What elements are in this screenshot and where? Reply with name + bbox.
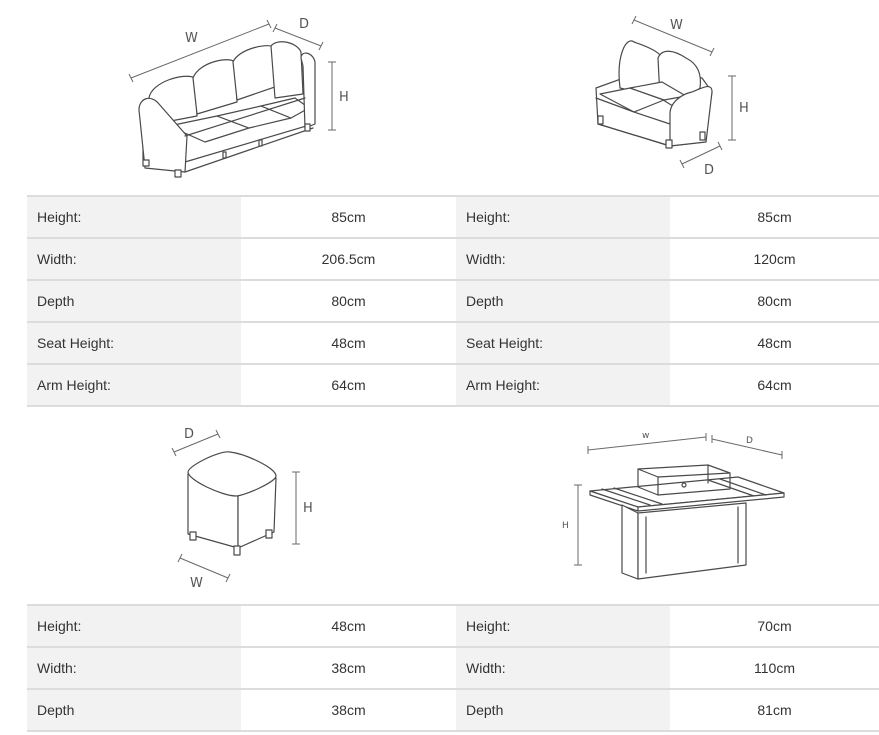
sofa-spec-label: Arm Height: [27, 364, 241, 406]
sofa-height-label: H [339, 90, 349, 105]
table-row [27, 647, 879, 689]
sofa-spec-label: Seat Height: [27, 322, 241, 364]
sofa-spec-label: Width: [27, 238, 241, 280]
firepit-table-spec-value: 110cm [670, 647, 879, 689]
sofa-width-label: W [185, 31, 198, 46]
loveseat-width-label: W [670, 18, 683, 33]
table-row [27, 322, 879, 364]
table-row [27, 364, 879, 406]
loveseat-diagram [590, 12, 760, 182]
ottoman-spec-value: 38cm [241, 689, 456, 731]
firepit-table-spec-value: 81cm [670, 689, 879, 731]
loveseat-spec-value: 120cm [670, 238, 879, 280]
firepit-table-spec-label: Depth [456, 689, 670, 731]
table-row [27, 605, 879, 647]
loveseat-spec-value: 64cm [670, 364, 879, 406]
ottoman-depth-label: D [184, 427, 195, 442]
sofa-diagram [125, 12, 365, 182]
loveseat-depth-label: D [704, 163, 715, 178]
ottoman-spec-label: Width: [27, 647, 241, 689]
spec-table-top [27, 195, 879, 407]
ottoman-height-label: H [303, 501, 313, 516]
ottoman-spec-label: Height: [27, 605, 241, 647]
table-row [27, 689, 879, 731]
sofa-spec-label: Depth [27, 280, 241, 322]
ottoman-diagram [172, 420, 332, 592]
firepit-table-spec-value: 70cm [670, 605, 879, 647]
ottoman-width-label: W [190, 576, 203, 591]
sofa-spec-value: 48cm [241, 322, 456, 364]
table-row [27, 196, 879, 238]
loveseat-spec-value: 80cm [670, 280, 879, 322]
loveseat-spec-label: Arm Height: [456, 364, 670, 406]
sofa-depth-label: D [299, 17, 310, 32]
ottoman-spec-value: 48cm [241, 605, 456, 647]
loveseat-spec-label: Seat Height: [456, 322, 670, 364]
sofa-spec-value: 64cm [241, 364, 456, 406]
loveseat-spec-label: Height: [456, 196, 670, 238]
loveseat-height-label: H [739, 101, 749, 116]
loveseat-spec-value: 85cm [670, 196, 879, 238]
firepit-table-spec-label: Height: [456, 605, 670, 647]
spec-table-bottom [27, 604, 879, 732]
sofa-spec-value: 206.5cm [241, 238, 456, 280]
table-row [27, 280, 879, 322]
firepit-table-diagram [558, 425, 788, 587]
firepit-table-spec-label: Width: [456, 647, 670, 689]
table-width-label: w [642, 431, 650, 441]
loveseat-spec-label: Depth [456, 280, 670, 322]
sofa-spec-value: 85cm [241, 196, 456, 238]
ottoman-spec-value: 38cm [241, 647, 456, 689]
table-height-label: H [562, 521, 569, 531]
table-depth-label: D [746, 436, 753, 446]
table-row [27, 238, 879, 280]
sofa-spec-value: 80cm [241, 280, 456, 322]
loveseat-spec-label: Width: [456, 238, 670, 280]
sofa-spec-label: Height: [27, 196, 241, 238]
ottoman-spec-label: Depth [27, 689, 241, 731]
loveseat-spec-value: 48cm [670, 322, 879, 364]
